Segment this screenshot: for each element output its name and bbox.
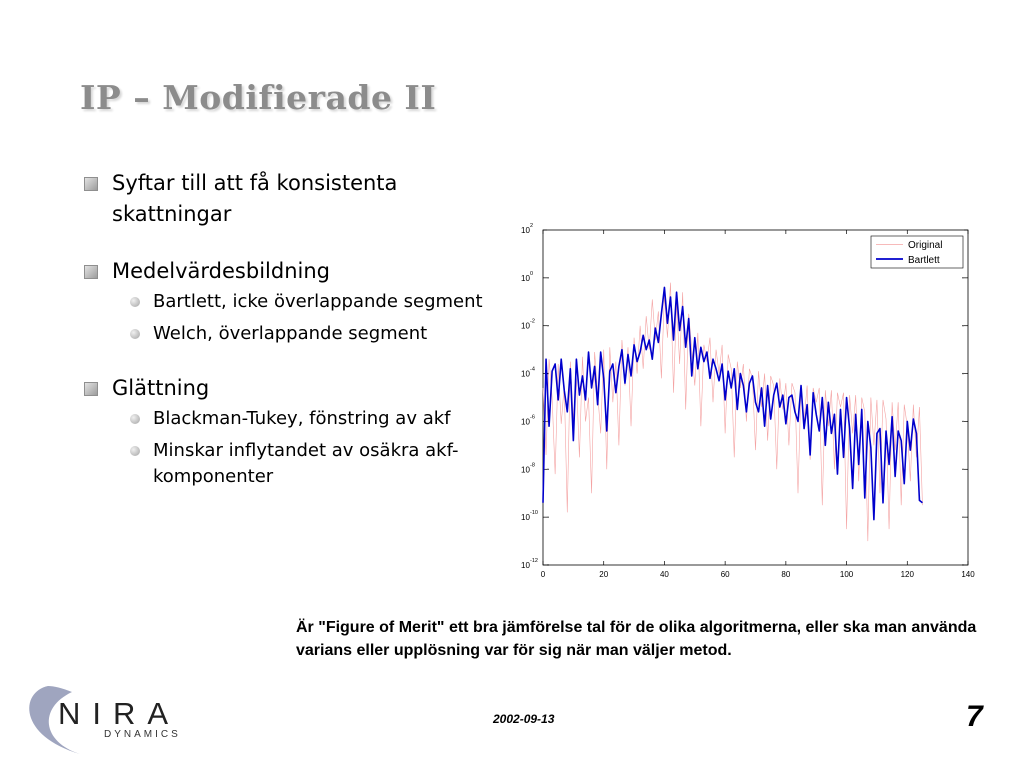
round-bullet-icon — [130, 329, 140, 339]
y-tick-label-base: 10 — [521, 369, 530, 379]
bullet-item — [84, 168, 514, 230]
y-tick-label-base: 10 — [521, 513, 530, 523]
logo-wordmark: NIRA — [58, 696, 181, 731]
psd-chart — [510, 215, 980, 585]
y-minor-tick — [962, 516, 963, 517]
legend-label-original: Original — [908, 240, 943, 251]
y-minor-tick — [962, 325, 963, 326]
y-tick-label-exponent: 2 — [530, 223, 534, 229]
bullet-text: Glättning — [112, 376, 210, 400]
square-bullet-icon — [84, 177, 98, 191]
sub-bullet-item — [130, 438, 514, 490]
y-minor-tick — [547, 325, 548, 326]
bullet-text: Syftar till att få konsistenta skattningar — [112, 171, 398, 226]
y-tick-label-exponent: 0 — [530, 270, 534, 277]
y-minor-tick — [962, 469, 963, 470]
round-bullet-icon — [130, 297, 140, 307]
bullet-group — [84, 373, 514, 490]
bullet-item — [84, 256, 514, 287]
y-tick-label-base: 10 — [521, 226, 530, 235]
page-number: 7 — [966, 700, 983, 733]
y-tick-label-exponent: -6 — [530, 414, 535, 421]
y-minor-tick — [962, 421, 963, 422]
sub-bullet-text: Minskar inflytandet av osäkra akf-komponenter — [153, 440, 459, 487]
round-bullet-icon — [130, 414, 140, 424]
x-tick-label: 60 — [720, 570, 730, 579]
slide-date: 2002-09-13 — [493, 712, 555, 726]
x-tick-label: 100 — [839, 570, 854, 579]
x-tick-label: 120 — [900, 570, 914, 579]
y-minor-tick — [962, 277, 963, 278]
y-tick-label-exponent: -4 — [530, 366, 535, 373]
bullet-group — [84, 256, 514, 347]
legend-label-bartlett: Bartlett — [908, 255, 940, 266]
y-minor-tick — [547, 277, 548, 278]
y-tick-label-exponent: -8 — [530, 462, 535, 469]
sub-bullet-item — [130, 289, 514, 315]
legend — [871, 236, 963, 268]
sub-bullet-list — [130, 406, 514, 490]
square-bullet-icon — [84, 265, 98, 279]
nira-dynamics-logo — [18, 684, 203, 756]
y-tick-label-exponent: -12 — [530, 558, 538, 564]
y-minor-tick — [962, 564, 963, 565]
bullet-item — [84, 373, 514, 404]
x-tick-label: 40 — [659, 570, 669, 579]
sub-bullet-item — [130, 406, 514, 432]
round-bullet-icon — [130, 446, 140, 456]
x-tick-label: 0 — [540, 570, 546, 579]
y-minor-tick — [547, 469, 548, 470]
sub-bullet-text: Welch, överlappande segment — [153, 323, 428, 344]
bullet-text: Medelvärdesbildning — [112, 259, 330, 283]
sub-bullet-list — [130, 289, 514, 347]
y-minor-tick — [547, 564, 548, 565]
y-tick-label-exponent: -10 — [530, 510, 538, 517]
x-tick-label: 80 — [781, 570, 791, 579]
y-minor-tick — [547, 516, 548, 517]
slide-title: IP – Modifierade II — [80, 78, 437, 117]
y-tick-label-base: 10 — [521, 273, 530, 283]
bullet-group — [84, 168, 514, 230]
logo-subtitle: DYNAMICS — [104, 729, 181, 740]
x-tick-label: 20 — [599, 570, 609, 579]
x-tick-label: 140 — [961, 570, 975, 579]
y-tick-label-base: 10 — [521, 561, 530, 570]
y-minor-tick — [962, 373, 963, 374]
y-tick-label-base: 10 — [521, 417, 530, 427]
bullet-list — [84, 168, 514, 516]
sub-bullet-item — [130, 321, 514, 347]
y-tick-label-base: 10 — [521, 321, 530, 331]
y-tick-label-exponent: -2 — [530, 318, 535, 325]
sub-bullet-text: Bartlett, icke överlappande segment — [153, 291, 483, 312]
sub-bullet-text: Blackman-Tukey, fönstring av akf — [153, 408, 451, 429]
y-tick-label-base: 10 — [521, 465, 530, 475]
square-bullet-icon — [84, 382, 98, 396]
discussion-note: Är "Figure of Merit" ett bra jämförelse tal för de olika algoritmerna, eller ska man använda varians eller upplösning var för sig när man väljer metod. — [296, 619, 977, 659]
